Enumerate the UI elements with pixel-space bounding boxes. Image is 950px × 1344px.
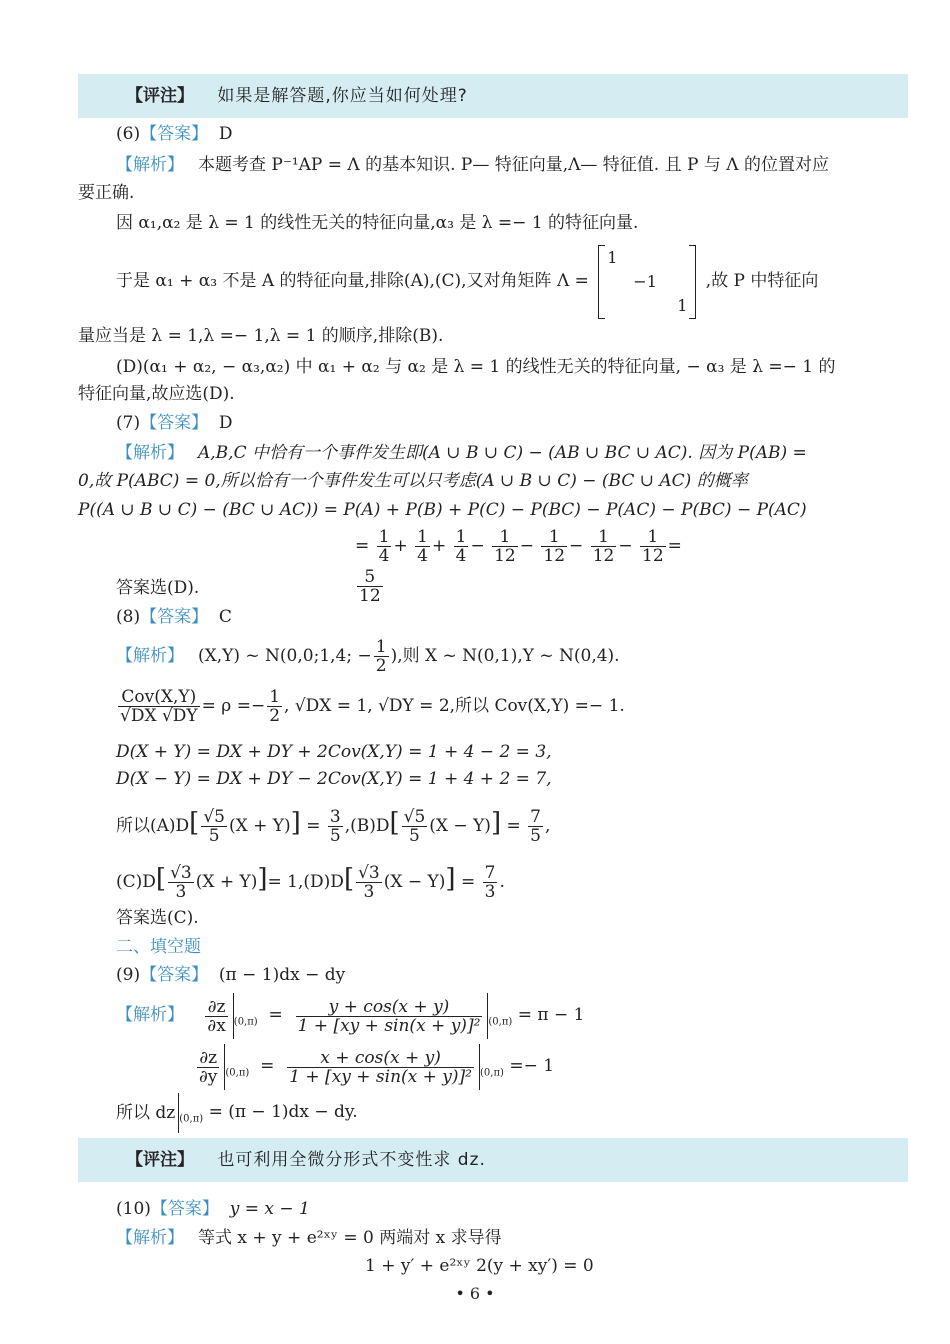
q7-analysis-line3: P((A ∪ B ∪ C) − (BC ∪ AC)) = P(A) + P(B) + P(C) − P(BC) − P(AC) − P(BC) − P(AC) xyxy=(78,500,807,520)
q9-conclusion: 所以 dz $_{(0,\pi)}$ = (π − 1)dx − dy. xyxy=(78,1092,941,1139)
q10-answer-line: (10)【答案】 y = x − 1 xyxy=(116,1199,310,1219)
q9-partial-x: 【解析】 $\frac{\partial z}{\partial x}$ $_{(0,\pi)}$ = $\frac{y + \cos(x + y)}{\text{1 + [xy + sin(x + y)]²}}$ $_{(0,\pi)}$ = π − 1 xyxy=(78,992,941,1045)
q10-analysis-line2: 1 + y′ + e²ˣʸ 2(y + xy′) = 0 xyxy=(365,1256,594,1276)
q7-fraction-sum: = $\frac{1}{4}$ + $\frac{1}{4}$ + $\frac{1}{4}$ − $\frac{1}{12}$ − $\frac{1}{12}$ − $\frac{1}{12}$ − $\frac{1}{12}$ = $\frac{5}{12}$ xyxy=(355,527,682,606)
q8-analysis-line2: $\frac{\text{Cov(X,Y)}}{√DX √DY}$ = ρ =− $\frac{1}{2}$ , √DX = 1, √DY = 2,所以 Cov(X,Y) =− 1. xyxy=(120,687,625,726)
q7-analysis-line1: 【解析】 A,B,C 中恰有一个事件发生即(A ∪ B ∪ C) − (AB ∪ BC ∪ AC). 因为 P(AB) = xyxy=(116,443,807,463)
section-heading: 二、填空题 xyxy=(116,937,201,957)
q7-conclusion: 答案选(D). xyxy=(116,578,200,598)
q7-answer-line: (7)【答案】 D xyxy=(116,413,233,433)
remark-box xyxy=(78,74,908,118)
q6-matrix-line: 于是 α₁ + α₃ 不是 A 的特征向量,排除(A),(C),又对角矩阵 Λ = 1 −1 1 ,故 P 中特征向 xyxy=(78,244,941,319)
remark-text: 如果是解答题,你应当如何处理? xyxy=(217,86,468,106)
q9-partial-y: $\frac{\partial z}{\partial y}$ $_{(0,\pi)}$ = $\frac{x + \cos(x + y)}{\text{1 + [xy + sin(x + y)]²}}$ $_{(0,\pi)}$ =− 1 xyxy=(195,1043,795,1096)
diagonal-matrix: 1 −1 1 xyxy=(598,245,696,319)
q6-analysis-line7: 特征向量,故应选(D). xyxy=(78,384,235,404)
q8-analysis-line4: D(X − Y) = DX + DY − 2Cov(X,Y) = 1 + 4 + 2 = 7, xyxy=(116,769,552,789)
q6-answer-line: (6)【答案】 D xyxy=(116,124,233,144)
q8-analysis-line5: 所以(A)D[ $\frac{√5}{5}$ (X + Y)] = $\frac{3}{5}$ ,(B)D[ $\frac{√5}{5}$ (X − Y)] = $\frac{7}{5}$ , xyxy=(116,807,551,846)
q8-analysis-line6: (C)D[ $\frac{√3}{3}$ (X + Y)]= 1,(D)D[ $\frac{√3}{3}$ (X − Y)] = $\frac{7}{3}$ . xyxy=(116,863,505,902)
q6-analysis-line6: (D)(α₁ + α₂, − α₃,α₂) 中 α₁ + α₂ 与 α₂ 是 λ = 1 的线性无关的特征向量, − α₃ 是 λ =− 1 的 xyxy=(116,357,836,377)
q8-analysis-line1: 【解析】 (X,Y) ~ N(0,0;1,4; − $\frac{1}{2}$ ),则 X ~ N(0,1),Y ~ N(0,4). xyxy=(116,637,620,676)
q6-analysis-line1: 【解析】 本题考查 P⁻¹AP = Λ 的基本知识. P— 特征向量,Λ— 特征值. 且 P 与 Λ 的位置对应 xyxy=(116,155,829,175)
q6-analysis-line3: 因 α₁,α₂ 是 λ = 1 的线性无关的特征向量,α₃ 是 λ =− 1 的特征向量. xyxy=(116,213,639,233)
remark-box-2 xyxy=(78,1138,908,1182)
remark-tag: 【评注】 xyxy=(126,1150,194,1170)
q8-answer-line: (8)【答案】 C xyxy=(116,607,232,627)
q7-analysis-line2: 0,故 P(ABC) = 0,所以恰有一个事件发生可以只考虑(A ∪ B ∪ C) − (BC ∪ AC) 的概率 xyxy=(78,471,748,491)
q6-analysis-line2: 要正确. xyxy=(78,183,135,203)
q8-analysis-line3: D(X + Y) = DX + DY + 2Cov(X,Y) = 1 + 4 − 2 = 3, xyxy=(116,742,552,762)
q10-analysis-line1: 【解析】 等式 x + y + e²ˣʸ = 0 两端对 x 求导得 xyxy=(116,1228,502,1248)
q8-conclusion: 答案选(C). xyxy=(116,908,199,928)
q9-answer-line: (9)【答案】 (π − 1)dx − dy xyxy=(116,965,346,985)
remark-tag: 【评注】 xyxy=(126,86,194,106)
page-number: • 6 • xyxy=(455,1284,495,1303)
remark-text: 也可利用全微分形式不变性求 dz. xyxy=(217,1150,486,1170)
q6-analysis-line5: 量应当是 λ = 1,λ =− 1,λ = 1 的顺序,排除(B). xyxy=(78,326,444,346)
